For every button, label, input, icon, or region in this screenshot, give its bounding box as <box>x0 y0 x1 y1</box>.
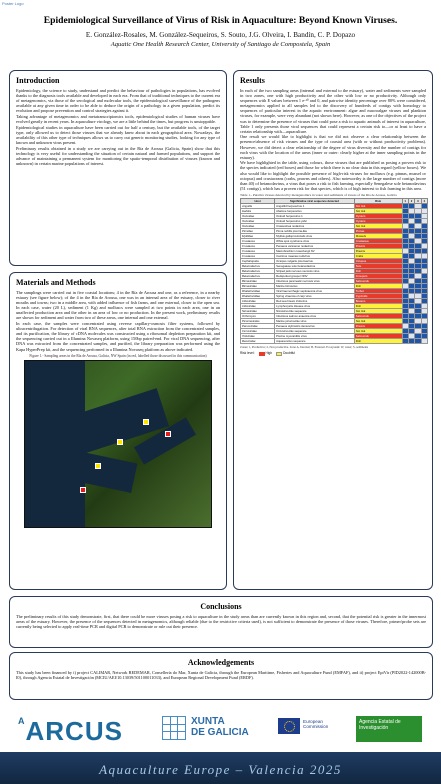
virus-table <box>240 198 428 344</box>
risk-cell: Crabs <box>354 254 402 259</box>
poster-header <box>0 10 441 62</box>
table-row <box>241 339 428 344</box>
host-cell: Ostreidae <box>241 214 275 219</box>
acknowledgements-heading: Acknowledgements <box>187 658 255 667</box>
results-paragraph: We have highlighted in the table, using colours, those viruses that are published as posing a proven risk to the species indicated (red boxes) and those for which there is no clear data in this regard (yellow boxes). We also would like to highlight the possible presence of high-risk viruses for molluscs (e.g. pinnas, mussel or octopus) and crustaceans (crabs, prawns and others). Also noteworthy is the large number of contigs (more than 40) of betanodavirus, a virus that poses a risk to fish farming, especially Senegalese sole betanodavirus (51 contigs), which has a proven risk for that species, which is of high interest to fish farming in this area. <box>240 160 426 191</box>
arcus-logo <box>18 716 123 747</box>
host-cell: Betanodavirus <box>241 274 275 279</box>
host-cell: Picornavirales <box>241 319 275 324</box>
host-cell: Parvoviridae <box>241 324 275 329</box>
host-cell: Betanodavirus <box>241 269 275 274</box>
conclusions-panel <box>9 596 433 648</box>
virus-cell: Infectious pancreatic necrosis virus <box>275 279 355 284</box>
host-cell: Ostreidae <box>241 219 275 224</box>
xunta-logo <box>162 714 258 744</box>
host-cell: Crustacea <box>241 244 275 249</box>
introduction-panel <box>9 70 227 266</box>
host-cell: Ostreidae <box>241 224 275 229</box>
host-cell: Cephalopoda <box>241 259 275 264</box>
risk-cell: Fish <box>354 304 402 309</box>
conclusions-heading: Conclusions <box>200 602 242 611</box>
host-cell: Birnaviridae <box>241 279 275 284</box>
legend-title: Risk level: <box>240 351 255 356</box>
virus-cell: Circovirus-like sequence <box>275 329 355 334</box>
corner-logo: Poster Logo <box>2 1 24 6</box>
sampling-map <box>24 360 212 528</box>
eu-logo-text <box>303 719 328 730</box>
methods-text <box>10 287 226 352</box>
virus-cell: Macrobrachium rosenbergii NV <box>275 249 355 254</box>
column-header: Host <box>241 199 275 204</box>
host-cell: Circoviridae <box>241 329 275 334</box>
sampling-site-marker <box>143 419 149 425</box>
host-cell: Anguilla <box>241 204 275 209</box>
legend-label: Doubtful <box>283 351 295 356</box>
poster-title: Epidemiological Surveillance of Virus of Risk in Aquaculture: Beyond Known Viruses. <box>43 15 398 26</box>
column-header: 3 <box>415 199 421 204</box>
virus-cell: Spring viraemia of carp virus <box>275 294 355 299</box>
risk-cell: Groupers <box>354 274 402 279</box>
sampling-site-marker <box>95 463 101 469</box>
virus-cell: Octopus vulgaris picornavirus <box>275 259 355 264</box>
poster-footer <box>0 704 441 784</box>
virus-cell: Striped jack nervous necrosis virus <box>275 269 355 274</box>
legend-item-high <box>259 351 273 355</box>
host-cell: Iridoviridae <box>241 304 275 309</box>
sampling-site-marker <box>117 439 123 445</box>
host-cell: Betanodavirus <box>241 264 275 269</box>
table-caption: Table 1.- Putative viruses detected by metagenomics in water and sediments of 2areas of the Ría de Arousa, Galicia <box>240 193 397 198</box>
virus-cell: Pinna nobilis picorna-like <box>275 229 355 234</box>
virus-cell: Marine picorna-like virus <box>275 319 355 324</box>
risk-cell: Prawns <box>354 249 402 254</box>
legend-item-doubtful <box>276 351 295 355</box>
results-paragraph: In each of the two sampling areas (internal and external to the estuary), water and sediments were sampled in two zones, one with high productivity and the other with low or no productivity. Although only sequences with E values between 1 e-¹⁰ and 0, and pairwise identity percentage over 80% were considered, metagenomics applied to all samples led to the discovery of hundreds of contigs with homology to sequences of particular interest in the aquatic environment: algae and macroalgae viruses and plankton viruses, for example, were very abundant (not shown here). However, as one of the objectives of the project was to determine the presence of viruses that could pose a risk to aquatic animals of interest in aquaculture, Table 1 only presents those viral sequences that could represent a certain risk to—or at least to have a certain relationship with—aquaculture. <box>240 88 426 134</box>
risk-cell: Salmonids <box>354 279 402 284</box>
host-cell: Reoviridae <box>241 339 275 344</box>
acknowledgements-panel <box>9 652 433 700</box>
xunta-line1: XUNTA <box>191 716 225 727</box>
risk-cell: Oysters <box>354 214 402 219</box>
virus-cell: Viral haemorrhagic septicaemia virus <box>275 289 355 294</box>
virus-cell: Ostreid herpesvirus µVar <box>275 219 355 224</box>
legend-swatch <box>276 352 282 356</box>
risk-cell: Fish <box>354 339 402 344</box>
virus-cell: Senegalese sole betanodavirus <box>275 264 355 269</box>
methods-panel <box>9 272 227 590</box>
risk-cell: Fish <box>354 284 402 289</box>
host-cell: Iridoviridae <box>241 299 275 304</box>
virus-cell: Anguillid herpesvirus 1 <box>275 204 355 209</box>
host-cell: Haliotis <box>241 209 275 214</box>
xunta-line2: DE GALICIA <box>191 727 249 738</box>
virus-cell: White spot syndrome virus <box>275 239 355 244</box>
intro-paragraph: Taking advantage of metagenomics and metatranscriptomics tools, epidemiological studies of human viruses have evolved greatly in recent years. In aquaculture virology, we are a little behind the times, but progress is unstoppable. <box>16 113 220 125</box>
eu-line1: European <box>303 719 323 724</box>
intro-paragraph: Epidemiology, the science to study, understand and predict the behaviour of pathologies in populations, has evolved thanks to the diagnosis tools available and developed in each era. From that of traditional techniques to the current era of metagenomics, via those of the serological and molecular tools, the epidemiological surveillance of the pathogens available at any given time in order to be able to deduce the origin of a pathology in a given population, predict its evolution and propose prevention and control strategies against it. <box>16 88 220 114</box>
column-header: Significative viral sequence detected <box>275 199 355 204</box>
open-sea <box>25 361 85 528</box>
agency-logo: Agencia Estatal de Investigación <box>356 716 422 742</box>
virus-cell: Abalone herpesvirus <box>275 209 355 214</box>
virus-cell: Redspotted grouper NNV <box>275 274 355 279</box>
virus-cell: Aquareovirus sequence <box>275 339 355 344</box>
legend-swatch <box>259 352 265 356</box>
intro-paragraph: Preliminary results obtained in a study we are carrying out in the Ría de Arousa (Galicia, Spain) show that this technology is very useful for understanding the situation of certain natural and farmed populations, and support the advance of maintaining a permanent system for monitoring the spatio-temporal distribution of viruses (known and unknown) in certain marine populations of interest. <box>16 145 220 166</box>
virus-cell: Nimavirus-like sequence <box>275 309 355 314</box>
risk-cell: Salmonids <box>354 314 402 319</box>
eu-logo <box>278 718 346 740</box>
virus-cell: Carcinus maenas nudivirus <box>275 254 355 259</box>
risk-cell: Breams <box>354 299 402 304</box>
host-cell: Pinnidae <box>241 229 275 234</box>
risk-cell: Mussels <box>354 234 402 239</box>
risk-cell: Prawns <box>354 324 402 329</box>
results-paragraph: One result we would like to highlight is that we did not observe a clear relationship between the presence/absence of risk viruses and the type of coastal area (with or without productivity problems). However, we did detect a clear relationship of the degree of virus diversity and the number of contigs for each virus with the location of the areas (inner or outer: clearly higher at the inner sampling points in the estuary). <box>240 134 426 160</box>
arcus-logo-text: ARCUS <box>25 716 123 746</box>
virus-cell: Penaeus stylirostris densovirus <box>275 324 355 329</box>
host-cell: Crustacea <box>241 254 275 259</box>
risk-cell: Not risk <box>354 204 402 209</box>
presence-cell <box>421 339 427 344</box>
host-cell: Rhabdoviridae <box>241 294 275 299</box>
risk-cell: Crustacea <box>354 239 402 244</box>
xunta-logo-text <box>191 716 249 738</box>
acknowledgements-text: This study has been financed by i) project CALIMAR, Network REDEMAR, Consellería do Mar, Xunta de Galicia, through the European Maritime, Fisheries and Aquaculture Fund (EMFAF), and ii) project EpiVir (PID2022-142000B-I0), through Agencia Estatal de Investigación (MCIU/AEI/10.13039/501100011033), and European Regional Development Fund (ERDF). <box>16 670 426 681</box>
host-cell: Totiviridae <box>241 334 275 339</box>
risk-cell: Not risk <box>354 209 402 214</box>
results-heading: Results <box>240 76 265 85</box>
methods-paragraph: In each case, the samples were concentrated using reverse capillary-osmosis filter systems, followed by ultracentrifugation. For detection of viral RNA sequences, after total RNA extraction from the concentrated samples, and its purification, the library of cDNA molecules was constructed using a ribosomal depletion preparation kit, and the sequencing carried out in a Illumina Novaseq platform, using 150bp paired-end. For viral DNA sequencing, after DNA was extracted from the concentrated samples, and purified, the library preparation was performed using the Kapa HyperPrep kit, and the sequencing performed in a Illumina Novaseq platform as above indicated. <box>16 321 220 352</box>
legend-label: High <box>265 351 273 356</box>
virus-cell: Marine birnavirus <box>275 284 355 289</box>
arcus-logo-prefix: A <box>18 716 26 726</box>
conclusions-text: The preliminary results of this study demonstrate, first, that there could be more viruses posing a risk to aquaculture in the study areas than are currently known in this region and, second, that the potential risk is greater in the innermost areas of the estuary. However, the presence of the sequences detected in metagenomics, although reliable (due to the restrictive criteria used), is not sufficient to demonstrate the presence of those viruses. Therefore, primer/probe sets are currently being selected to apply real-time PCR and digital PCR to demonstrate or rule out their presence. <box>16 614 426 630</box>
risk-legend <box>234 350 432 356</box>
host-cell: Nimaviridae <box>241 309 275 314</box>
risk-cell: Salmonids <box>354 334 402 339</box>
virus-cell: Piscine myocarditis virus <box>275 334 355 339</box>
virus-cell: Infectious salmon anaemia virus <box>275 314 355 319</box>
results-text <box>234 85 432 191</box>
introduction-text <box>10 85 226 166</box>
figure-caption: Figure 1.- Sampling areas in the Ría de Arousa, Galicia, NW Spain (in red, labelled those discussed in this communication) <box>29 353 207 358</box>
virus-cell: Lymphocystis disease virus <box>275 304 355 309</box>
risk-cell: Sole <box>354 264 402 269</box>
methods-heading: Materials and Methods <box>16 278 96 287</box>
host-cell: Orthomyxo. <box>241 314 275 319</box>
column-header: Risk <box>354 199 402 204</box>
virus-cell: Ostreid herpesvirus 1 <box>275 214 355 219</box>
column-header: 2 <box>408 199 414 204</box>
column-header: 1 <box>402 199 408 204</box>
affiliation: Aquatic One Health Research Center, University of Santiago de Compostela, Spain <box>110 41 331 48</box>
column-header: 4 <box>421 199 427 204</box>
risk-cell: Not risk <box>354 309 402 314</box>
sampling-site-marker <box>165 431 171 437</box>
xunta-emblem-icon <box>162 716 186 740</box>
risk-cell: Pinnas <box>354 229 402 234</box>
introduction-heading: Introduction <box>16 76 60 85</box>
top-strip <box>0 0 441 10</box>
results-panel <box>233 70 433 590</box>
intro-paragraph: Epidemiological studies in aquaculture have been carried out for half a century, but the available tools, of the target type, only allowed us to detect those viruses that we already knew about in each geographical area. Nowadays, the availability of this other type of techniques allows us to carry out generic monitoring studies, looking for any type of known and unknown virus present. <box>16 124 220 145</box>
risk-cell: Not risk <box>354 319 402 324</box>
risk-cell: Cyprinids <box>354 294 402 299</box>
risk-cell: Octopus <box>354 259 402 264</box>
host-cell: Crustacea <box>241 239 275 244</box>
table-footnote: Zones: 1, Productive; 2, Non productive. Zone A, Internal; B, External. Ecosystem: W, water; S, sediments <box>240 345 369 350</box>
risk-cell: Fish <box>354 269 402 274</box>
host-cell: Rhabdoviridae <box>241 289 275 294</box>
host-cell: Mytilidae <box>241 234 275 239</box>
risk-cell: Turbot <box>354 289 402 294</box>
host-cell: Birnaviridae <box>241 284 275 289</box>
table-body <box>241 204 428 344</box>
sampling-site-marker <box>80 487 86 493</box>
event-title: Aquaculture Europe – Valencia 2025 <box>99 762 342 777</box>
risk-cell: Oysters <box>354 219 402 224</box>
virus-cell: Mytilus galloprovincialis virus <box>275 234 355 239</box>
host-cell: Crustacea <box>241 249 275 254</box>
virus-cell: Crassostrea nodavirus <box>275 224 355 229</box>
author-list: E. González-Rosales, M. González-Sequeiros, S. Souto, J.G. Olveira, I. Bandín, C. P. Dopazo <box>85 31 356 39</box>
eu-flag-icon <box>278 718 300 734</box>
risk-cell: Not risk <box>354 329 402 334</box>
virus-cell: Penaeus vannamei nodavirus <box>275 244 355 249</box>
risk-cell: Prawns <box>354 244 402 249</box>
risk-cell: Not risk <box>354 224 402 229</box>
methods-paragraph: The samplings were carried out in five coastal locations; 4 in the Ría de Arousa and one, as a reference, in a nearby estuary (see figure below); of the 4 in the Ría de Arousa, one was in an internal area of the estuary, closer to river mouths and towns; two in a middle area, with added influence of fish farms, and one external, closer to the open sea. In each case, water (20 L), sediment (1 Kg) and molluscs were sampled at two points in each area, one in an unaffected production area and the other in an area of low or no production. In the present work, preliminary results are shown for sediment and water from two of these areas, one internal and one external. <box>16 290 220 321</box>
eu-line2: Commission <box>303 724 329 730</box>
virus-cell: Red sea bream iridovirus <box>275 299 355 304</box>
